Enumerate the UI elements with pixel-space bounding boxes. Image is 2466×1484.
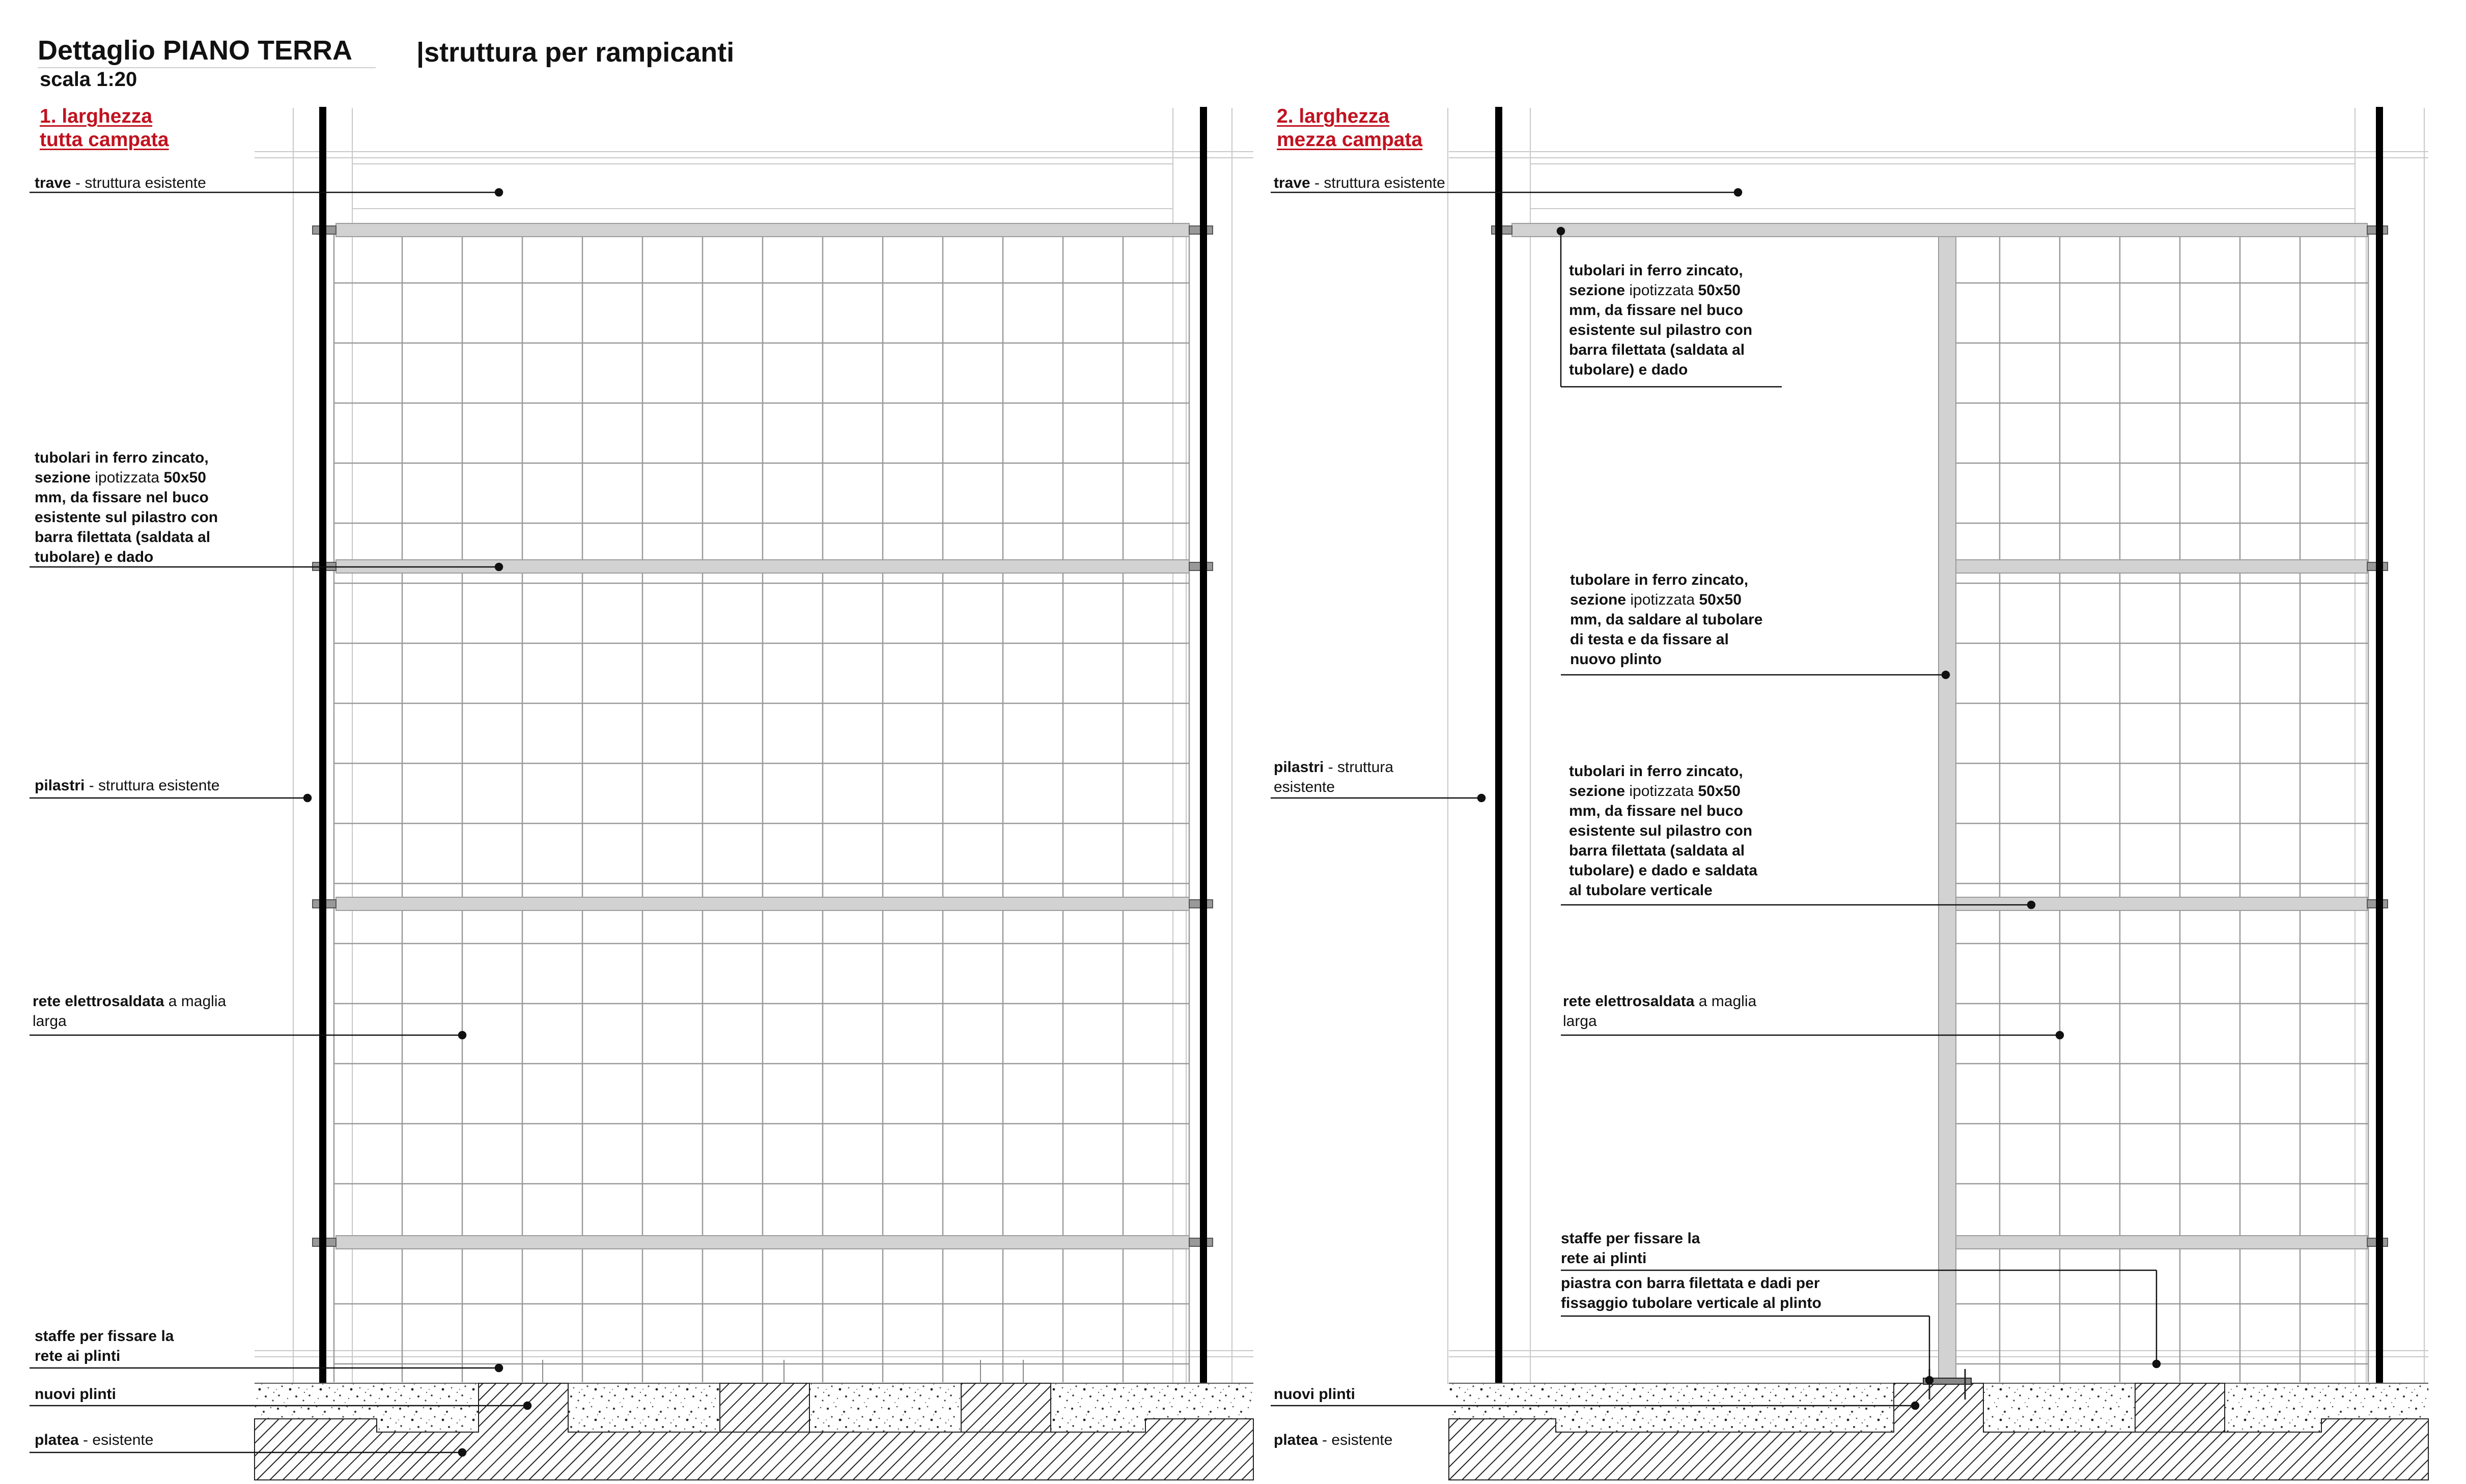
tub-b-line3: mm, da saldare al tubolare xyxy=(1570,611,1763,628)
tubolari-line5: barra filettata (saldata al xyxy=(35,529,211,546)
label-rete xyxy=(33,991,226,1031)
tub-a-line2a: sezione xyxy=(1569,282,1630,299)
label-pilastri xyxy=(35,776,219,795)
tub-c-line6: tubolare) e dado e saldata xyxy=(1569,862,1758,879)
tub-a-line1: tubolari in ferro zincato, xyxy=(1569,262,1743,279)
tub-c-line2a: sezione xyxy=(1569,783,1630,800)
panel-1-leaders xyxy=(30,189,531,1456)
panel-2-section-line1: 2. larghezza xyxy=(1277,105,1390,127)
tubolari-line4: esistente sul pilastro con xyxy=(35,509,218,526)
label-staffe-2 xyxy=(1561,1229,1700,1268)
label-piastra xyxy=(1561,1273,1822,1313)
panel-2-section-line2: mezza campata xyxy=(1277,129,1423,151)
label-rete-2 xyxy=(1563,991,1756,1031)
staffe-line2: rete ai plinti xyxy=(35,1348,121,1364)
label-trave xyxy=(35,173,206,193)
tub-c-line2b: ipotizzata xyxy=(1629,783,1694,800)
staffe2-line2: rete ai plinti xyxy=(1561,1250,1647,1267)
label-plinti-2 xyxy=(1274,1384,1355,1404)
label-plinti xyxy=(35,1384,116,1404)
page-subtitle: |struttura per rampicanti xyxy=(416,37,735,68)
panel-2-drawing xyxy=(1271,107,2428,1480)
platea2-rest: - esistente xyxy=(1318,1432,1393,1448)
tub-b-line5: nuovo plinto xyxy=(1570,651,1662,668)
label-staffe xyxy=(35,1326,174,1366)
tub-c-line7: al tubolare verticale xyxy=(1569,882,1713,899)
tub-b-line2b: ipotizzata xyxy=(1630,591,1695,608)
label-platea-2 xyxy=(1274,1430,1392,1450)
piastra-line2: fissaggio tubolare verticale al plinto xyxy=(1561,1295,1822,1311)
panel-2-section-title xyxy=(1277,105,1422,152)
tub-c-line2c: 50x50 xyxy=(1694,783,1741,800)
platea-bold: platea xyxy=(35,1432,79,1448)
tub-b-line2c: 50x50 xyxy=(1695,591,1742,608)
label-pilastri-2 xyxy=(1274,757,1393,797)
tub-a-line4: esistente sul pilastro con xyxy=(1569,322,1753,338)
tub-a-line5: barra filettata (saldata al xyxy=(1569,341,1745,358)
rete-bold: rete elettrosaldata xyxy=(33,993,164,1010)
rete2-rest: a maglia xyxy=(1694,993,1757,1010)
piastra-line1: piastra con barra filettata e dadi per xyxy=(1561,1275,1820,1292)
tub-a-line6: tubolare) e dado xyxy=(1569,361,1688,378)
label-platea xyxy=(35,1430,153,1450)
platea2-bold: platea xyxy=(1274,1432,1318,1448)
label-tubolare-vertical xyxy=(1570,570,1762,669)
tub-c-line5: barra filettata (saldata al xyxy=(1569,842,1745,859)
tubolari-line6: tubolare) e dado xyxy=(35,549,154,565)
pilastri-rest: - struttura esistente xyxy=(85,777,220,794)
tub-a-line2c: 50x50 xyxy=(1694,282,1741,299)
page-title: Dettaglio PIANO TERRA xyxy=(38,35,353,66)
tub-b-line2a: sezione xyxy=(1570,591,1631,608)
label-trave-bold: trave xyxy=(35,175,71,191)
tub-a-line3: mm, da fissare nel buco xyxy=(1569,302,1743,319)
tubolari-line3: mm, da fissare nel buco xyxy=(35,489,209,506)
rete2-bold: rete elettrosaldata xyxy=(1563,993,1695,1010)
staffe-line1: staffe per fissare la xyxy=(35,1328,174,1345)
platea-rest: - esistente xyxy=(78,1432,154,1448)
tub-c-line3: mm, da fissare nel buco xyxy=(1569,803,1743,819)
tub-c-line4: esistente sul pilastro con xyxy=(1569,822,1753,839)
tub-b-line4: di testa e da fissare al xyxy=(1570,631,1729,648)
panel-1-section-title xyxy=(40,105,169,152)
trave2-rest: - struttura esistente xyxy=(1310,175,1445,191)
rete2-line2: larga xyxy=(1563,1013,1597,1030)
tub-c-line1: tubolari in ferro zincato, xyxy=(1569,763,1743,780)
mesh-grid-half xyxy=(1940,224,2368,1382)
label-tubolari xyxy=(35,448,218,567)
mesh-grid xyxy=(334,224,1189,1382)
trave2-bold: trave xyxy=(1274,175,1310,191)
tub-b-line1: tubolare in ferro zincato, xyxy=(1570,572,1749,588)
label-trave-2 xyxy=(1274,173,1445,193)
pilastri-bold: pilastri xyxy=(35,777,85,794)
label-tubolari-top xyxy=(1569,261,1752,380)
staffe2-line1: staffe per fissare la xyxy=(1561,1230,1700,1247)
rete-rest: a maglia xyxy=(164,993,227,1010)
pilastri2-line2: esistente xyxy=(1274,779,1335,795)
scale-label: scala 1:20 xyxy=(40,68,137,91)
label-trave-rest: - struttura esistente xyxy=(71,175,206,191)
pilastri2-rest: - struttura xyxy=(1324,759,1394,776)
panel-1-section-line1: 1. larghezza xyxy=(40,105,153,127)
label-tubolari-mid xyxy=(1569,761,1757,900)
tubolari-line1: tubolari in ferro zincato, xyxy=(35,449,209,466)
tubolari-line2c: 50x50 xyxy=(159,469,206,486)
tubolari-line2b: ipotizzata xyxy=(95,469,160,486)
tubolari-line2a: sezione xyxy=(35,469,95,486)
tub-a-line2b: ipotizzata xyxy=(1629,282,1694,299)
panel-1-section-line2: tutta campata xyxy=(40,129,169,151)
pilastri2-bold: pilastri xyxy=(1274,759,1324,776)
rete-line2: larga xyxy=(33,1013,67,1030)
plinti2-text: nuovi plinti xyxy=(1274,1386,1355,1403)
plinti-text: nuovi plinti xyxy=(35,1386,116,1403)
